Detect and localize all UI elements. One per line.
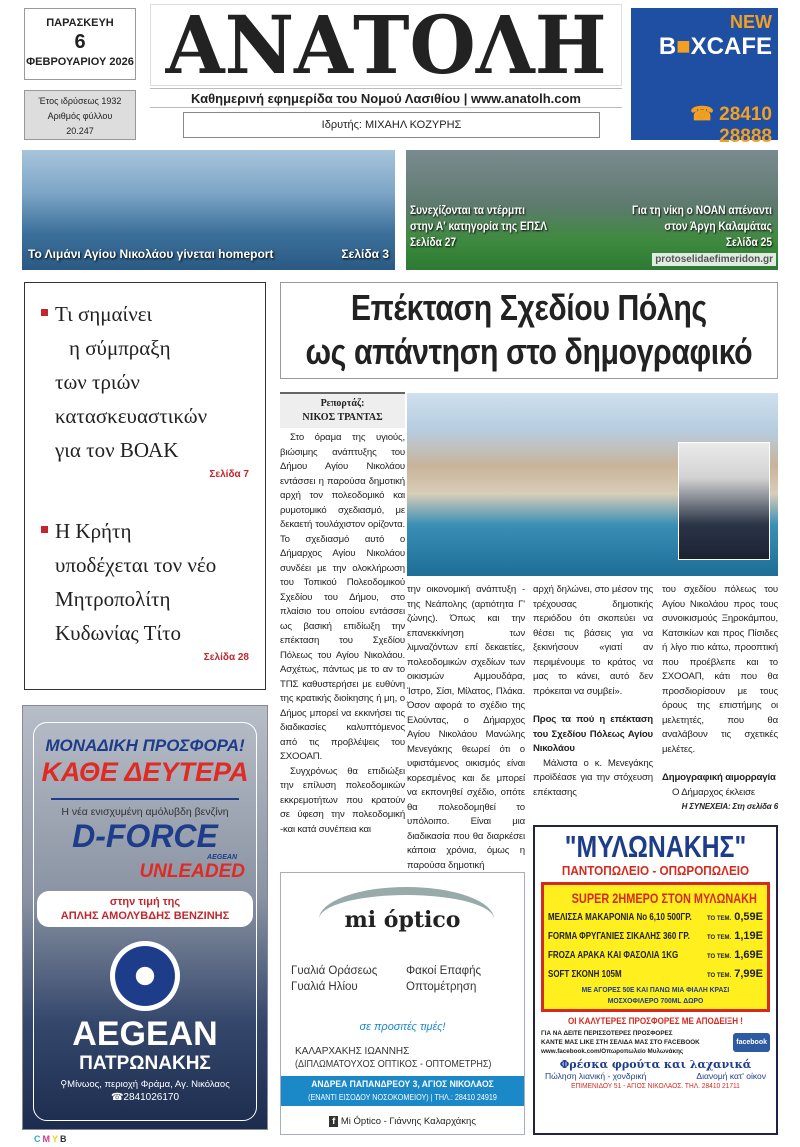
caption-line: Συνεχίζονται τα ντέρμπι	[410, 203, 525, 217]
facebook-icon: facebook	[733, 1033, 770, 1052]
item-name: FROZA ΑΡΑΚΑ ΚΑΙ ΦΑΣΟΛΙΑ 1KG	[548, 949, 679, 961]
teaser-line: Η Κρήτη	[41, 514, 249, 548]
mylonakis-ad[interactable]	[533, 825, 778, 1135]
story-caption	[592, 202, 772, 250]
location-pin-icon: ⚲	[60, 1079, 68, 1090]
owner-name: ΚΑΛΑΡΧΑΚΗΣ ΙΩΑΝΝΗΣ	[295, 1046, 410, 1057]
gift-line: ΜΕ ΑΓΟΡΕΣ 50Ε ΚΑΙ ΠΑΝΩ ΜΙΑ ΦΙΑΛΗ ΚΡΑΣΙ	[581, 985, 730, 994]
item-price: 1,19Ε	[734, 930, 763, 942]
masthead-logo: ΑΝΑΤΟΛΗ	[165, 0, 607, 92]
ad-line: UNLEADED	[139, 861, 245, 882]
caption-line: στον Άργη Καλαμάτας	[664, 219, 772, 233]
teaser-line: υποδέχεται τον νέο	[55, 553, 217, 577]
aegean-ad[interactable]	[22, 705, 268, 1130]
ad-address: (ΕΝΑΝΤΙ ΕΙΣΟΔΟΥ ΝΟΣΟΚΟΜΕΙΟΥ) | ΤΗΛ.: 28410 24919	[308, 1093, 497, 1102]
speech-bubble-icon: ■	[676, 33, 691, 60]
ad-line: στην τιμή της	[109, 896, 181, 908]
watermark: protoselidaefimeridon.gr	[652, 253, 776, 266]
teaser-line: των τριών	[55, 370, 140, 394]
ad-address: ΑΝΔΡΕΑ ΠΑΠΑΝΔΡΕΟΥ 3, ΑΓΙΟΣ ΝΙΚΟΛΑΟΣ	[311, 1079, 494, 1090]
ad-line: ΑΠΛΗΣ ΑΜΟΛΥΒΔΗΣ ΒΕΝΖΙΝΗΣ	[60, 910, 230, 922]
story-caption: Το Λιμάνι Αγίου Νικολάου γίνεται homeport	[28, 247, 274, 261]
best-offers: ΟΙ ΚΑΛΥΤΕΡΕΣ ΠΡΟΣΦΟΡΕΣ ΜΕ ΑΠΟΔΕΙΞΗ !	[568, 1016, 743, 1027]
fb-url[interactable]: www.facebook.com/Οπωροπωλείο Μυλωνάκης	[541, 1048, 684, 1055]
cmyb-c: C	[34, 1134, 43, 1144]
main-headline[interactable]	[280, 282, 778, 379]
teaser-line: Τι σημαίνει	[41, 297, 249, 331]
teaser-page: Σελίδα 7	[209, 469, 249, 480]
boxcafe-ad[interactable]	[631, 8, 778, 147]
article-column-3	[533, 583, 653, 800]
caption-line: Για τη νίκη ο ΝΟΑΝ απέναντι	[632, 203, 772, 217]
masthead	[150, 0, 622, 92]
dforce-logo: D-FORCE	[72, 818, 218, 854]
fb-line: ΚΑΝΤΕ ΜΑΣ LIKE ΣΤΗ ΣΕΛΙΔΑ ΜΑΣ ΣΤΟ FACEBOOK	[541, 1039, 700, 1046]
ad-new-label: NEW	[730, 12, 772, 32]
headline-line: ως απάντηση στο δημογραφικό	[305, 331, 753, 372]
byline-label: Ρεπορτάζ:	[320, 398, 365, 409]
story-caption	[410, 202, 590, 250]
item-unit: ΤΟ ΤΕΜ.	[706, 916, 732, 922]
fb-line: ΓΙΑ ΝΑ ΔΕΙΤΕ ΠΕΡΙΣΣΟΤΕΡΕΣ ΠΡΟΣΦΟΡΕΣ	[541, 1030, 673, 1037]
ad-line: Η νέα ενισχυμένη αμόλυβδη βενζίνη	[61, 806, 229, 818]
facebook-page: Mi Óptico - Γιάννης Καλαρχάκης	[340, 1116, 476, 1127]
item-unit: ΤΟ ΤΕΜ.	[706, 935, 732, 941]
teaser-boak[interactable]	[41, 297, 249, 480]
promo-item	[548, 946, 763, 965]
issue-number: 20.247	[66, 126, 94, 136]
brand-part: XCAFE	[690, 33, 772, 60]
paragraph: του σχεδίου πόλεως του Αγίου Νικολάου προς τους συνοικισμούς Ξηροκάμπου, Κατσικίων και προς Πίσιδες ή λίγο πιο κάτω, προοπτική που προέβλεπε και το ΣΧΟΟΑΠ, κάτι που θα προσδιορίσουν με τους όρους της επιστήμης οι μελετητές, που θα αναλάβουν τις σχετικές μελέτες.	[662, 584, 778, 755]
teaser-line: Κυδωνίας Τίτο	[55, 621, 182, 645]
promo-item	[548, 927, 763, 946]
paragraph: Συγχρόνως θα επιδιώξει την επίλυση πολεοδομικών εκκρεμοτήτων που κρατούν σε ύφεση την πολεοδομική -και κατά συνέπεια και	[280, 765, 405, 835]
item-price: 0,59Ε	[734, 911, 763, 923]
retail-line: Πώληση λιανική - χονδρική	[545, 1071, 647, 1081]
story-page: Σελίδα 25	[725, 235, 772, 249]
item-name: ΜΕΛΙΣΣΑ ΜΑΚΑΡΟΝΙΑ Νο 6,10 500ΓΡ.	[548, 911, 692, 923]
owner-title: (ΔΙΠΛΩΜΑΤΟΥΧΟΣ ΟΠΤΙΚΟΣ - ΟΠΤΟΜΕΤΡΗΣ)	[295, 1059, 492, 1070]
gift-line: ΜΟΣΧΟΦΙΛΕΡΟ 700ML ΔΩΡΟ	[607, 996, 704, 1005]
subheading: Δημογραφική αιμορραγία	[662, 772, 776, 783]
promo-item	[548, 908, 763, 927]
item-name: FORMA ΦΡΥΓΑΝΙΕΣ ΣΙΚΑΛΗΣ 360 ΓΡ.	[548, 930, 690, 942]
mayor-portrait	[678, 442, 770, 560]
cmyb-marks	[34, 1134, 69, 1144]
teaser-line: κατασκευαστικών	[55, 404, 208, 428]
ad-line: ΚΑΘΕ ΔΕΥΤΕΡΑ	[41, 757, 249, 787]
main-article-photo	[407, 393, 778, 576]
slogan: σε προσιτές τιμές!	[359, 1021, 446, 1033]
phone-icon: ☎	[110, 1092, 124, 1103]
store-subtitle: ΠΑΝΤΟΠΩΛΕΙΟ - ΟΠΩΡΟΠΩΛΕΙΟ	[561, 863, 750, 878]
aegean-star-logo-icon	[110, 941, 180, 1011]
cmyb-b: B	[60, 1134, 69, 1144]
headline-line: Επέκταση Σχεδίου Πόλης	[351, 287, 707, 328]
brand-part: B	[658, 33, 677, 60]
promo-title: SUPER 2ΗΜΕΡΟ ΣΤΟΝ ΜΥΛΩΝΑΚΗ	[571, 890, 757, 906]
item-unit: ΤΟ ΤΕΜ.	[706, 954, 732, 960]
story-page: Σελίδα 27	[410, 235, 457, 249]
ad-address: Μίνωος, περιοχή Φράμα, Αγ. Νικόλαος	[67, 1079, 230, 1090]
promo-item	[548, 965, 763, 984]
teaser-line: η σύμπραξη	[69, 336, 171, 360]
article-column-2	[407, 583, 525, 873]
service-item: Φακοί Επαφής	[406, 965, 482, 977]
cmyb-m: M	[42, 1134, 52, 1144]
phone-number: 28410 28888	[719, 104, 772, 147]
article-column-1	[280, 431, 405, 837]
issue-info-box	[24, 90, 136, 140]
paragraph: Μάλιστα ο κ. Μενεγάκης προϊδέασε για την στόχευση επέκτασης	[533, 757, 653, 798]
article-column-4	[662, 583, 778, 815]
story-page: Σελίδα 3	[341, 247, 389, 261]
paragraph: την οικονομική ανάπτυξη - της Νεάπολης (αρτιότητα Γ' ζώνης). Όπως και την επανεκκίνηση των λιμναζόντων επί δεκαετίες, πολεοδομικών σχεδίων των οικισμών Αμμουδάρα, Ίστρο, Σίσι, Μίλατος, Πλάκα. Όσον αφορά το σχέδιο της Ελούντας, ο Δήμαρχος Αγίου Νικολάου Μανώλης Μενεγάκης θεωρεί ότι ο υφιστάμενος οικισμός είναι κορεσμένος και δε μπορεί να εκπονηθεί σχέδιο, οπότε θα πολεοδομηθεί το υπόλοιπο. Είναι μια διαδικασία που θα διαρκέσει κάποια χρόνια, όμως η παρούσα δημοτική	[407, 584, 525, 871]
byline	[280, 392, 405, 428]
continued-link[interactable]: Η ΣΥΝΕΧΕΙΑ: Στη σελίδα 6	[681, 802, 778, 811]
phone-icon: ☎	[690, 104, 720, 125]
day-number: 6	[74, 31, 86, 53]
item-unit: ΤΟ ΤΕΜ.	[706, 973, 732, 979]
facebook-icon: f	[329, 1116, 338, 1127]
ad-phone: 2841026170	[123, 1092, 180, 1103]
date-box	[24, 8, 136, 80]
founded-year: Έτος ιδρύσεως 1932	[38, 96, 122, 106]
caption-line: στην Α' κατηγορία της ΕΠΣΛ	[410, 219, 548, 233]
issue-label: Αριθμός φύλλου	[47, 111, 113, 121]
paragraph: αρχή δηλώνει, στο μέσον της τρέχουσας δημοτικής περιόδου ότι σκοπεύει να θέσει τις βάσεις για να ξεκινήσουν «γιατί αν περιμένουμε το κράτος να μας το κάνει, αυτό δεν πρόκειται να συμβεί».	[533, 584, 653, 697]
month-year: ΦΕΒΡΟΥΑΡΙΟΥ 2026	[26, 56, 134, 68]
sidebar-teasers	[24, 282, 266, 690]
ad-line: AEGEAN	[207, 854, 237, 861]
item-name: SOFT ΣΚΟΝΗ 105Μ	[548, 968, 622, 980]
ad-brand	[637, 33, 772, 61]
subheading: Προς τα πού η επέκταση του Σχεδίου Πόλεως Αγίου Νικολάου	[533, 714, 653, 754]
founder: Ιδρυτής: ΜΙΧΑΗΛ ΚΟΖΥΡΗΣ	[183, 112, 600, 138]
byline-name: ΝΙΚΟΣ ΤΡΑΝΤΑΣ	[302, 412, 383, 423]
mi-optico-ad[interactable]	[280, 872, 525, 1135]
paragraph: Ο Δήμαρχος έκλεισε	[672, 786, 756, 798]
teaser-page: Σελίδα 28	[203, 652, 249, 663]
teaser-line: Μητροπολίτη	[55, 587, 171, 611]
paragraph: Στο όραμα της υγιούς, βιώσιμης ανάπτυξης του Δήμου Αγίου Νικολάου εντάσσει η παρούσα δημοτική αρχή τον πολεοδομικό και ρυμοτομικό σχεδιασμό, με δεκαετή τουλάχιστον ορίζοντα. Το σχεδιασμό αυτό ο Δήμαρχος Αγίου Νικολάου συνδέει με την ολοκλήρωση του Τοπικού Πολεοδομικού Σχεδίου του Δήμου, στο πλαίσιο του οποίου εντάσσει ως βασική επιδίωξη την επέκταση του Σχεδίου Πόλεως του Αγίου Νικολάου. Ασχέτως, πάντως με το αν το ΤΠΣ καθυστερήσει με ευθύνη της κρατικής διοίκησης ή μη, ο Δήμος μπορεί να εκκινήσει τις διαδικασίες καλυπτόμενος από τις προβλέψεις του ΣΧΟΟΑΠ.	[280, 432, 405, 762]
ad-line: ΠΑΤΡΩΝΑΚΗΣ	[79, 1053, 211, 1074]
ad-phone	[637, 103, 772, 148]
teaser-metropolitan[interactable]	[41, 514, 249, 663]
aegean-logo: AEGEAN	[72, 1015, 218, 1053]
store-name: "ΜΥΛΩΝΑΚΗΣ"	[564, 829, 747, 864]
story-photo-football[interactable]	[406, 150, 778, 270]
teaser-line: για τον ΒΟΑΚ	[55, 438, 179, 462]
weekday: ΠΑΡΑΣΚΕΥΗ	[46, 17, 114, 29]
story-photo-harbor[interactable]	[22, 150, 395, 270]
service-item: Οπτομέτρηση	[406, 981, 477, 993]
cmyb-y: Y	[52, 1134, 61, 1144]
delivery-line: Διανομή κατ' οίκον	[696, 1071, 766, 1081]
ad-line: ΜΟΝΑΔΙΚΗ ΠΡΟΣΦΟΡΑ!	[45, 736, 245, 755]
ad-address: ΕΠΙΜΕΝΙΔΟΥ 51 - ΑΓΙΟΣ ΝΙΚΟΛΑΟΣ. ΤΗΛ. 28410 21711	[571, 1081, 740, 1090]
fresh-produce: Φρέσκα φρούτα και λαχανικά	[559, 1058, 752, 1071]
service-item: Γυαλιά Ηλίου	[291, 981, 358, 993]
item-price: 7,99Ε	[734, 968, 763, 980]
promo-box	[541, 882, 770, 1012]
item-price: 1,69Ε	[734, 949, 763, 961]
tagline: Καθημερινή εφημερίδα του Νομού Λασιθίου | www.anatolh.com	[150, 88, 622, 108]
optico-logo: mi óptico	[344, 907, 461, 933]
service-item: Γυαλιά Οράσεως	[291, 965, 378, 977]
